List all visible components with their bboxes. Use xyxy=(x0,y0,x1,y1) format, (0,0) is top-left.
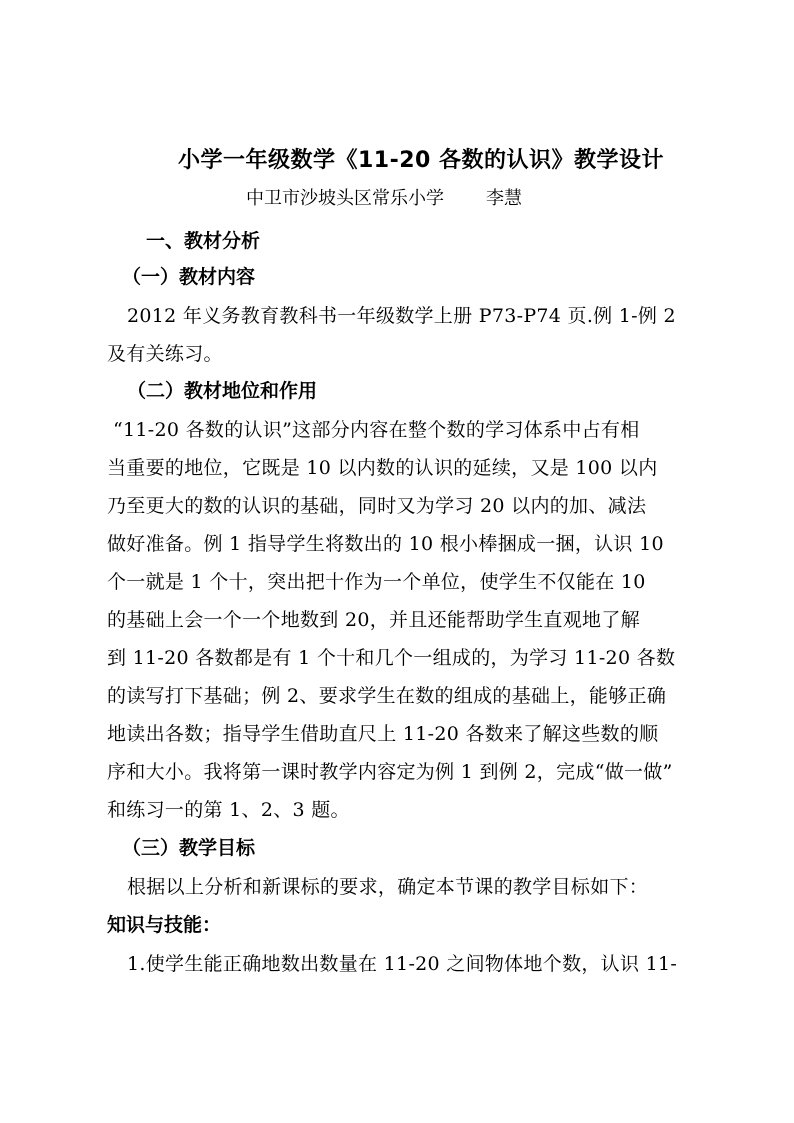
paragraph-line: 2012 年义务教育教科书一年级数学上册 P73-P74 页.例 1-例 2 xyxy=(127,305,676,327)
paragraph-line: 乃至更大的数的认识的基础，同时又为学习 20 以内的加、减法 xyxy=(107,495,647,517)
subsection-heading-goals: （三）教学目标 xyxy=(122,837,256,859)
paragraph-line: 到 11-20 各数都是有 1 个十和几个一组成的，为学习 11-20 各数 xyxy=(107,647,676,669)
paragraph-line: 做好准备。例 1 指导学生将数出的 10 根小棒捆成一捆，认识 10 xyxy=(107,533,664,555)
paragraph-line: 的读写打下基础；例 2、要求学生在数的组成的基础上，能够正确 xyxy=(107,685,667,707)
knowledge-skills-heading: 知识与技能： xyxy=(107,914,222,936)
document-title: 小学一年级数学《11-20 各数的认识》教学设计 xyxy=(178,148,665,173)
subsection-heading-content: （一）教材内容 xyxy=(122,266,256,288)
subsection-heading-role: （二）教材地位和作用 xyxy=(127,380,318,402)
paragraph-line: 当重要的地位，它既是 10 以内数的认识的延续，又是 100 以内 xyxy=(107,457,658,479)
paragraph-line: 地读出各数；指导学生借助直尺上 11-20 各数来了解这些数的顺 xyxy=(107,723,659,745)
paragraph-line: 根据以上分析和新课标的要求，确定本节课的教学目标如下： xyxy=(127,876,649,898)
paragraph-line: 1.使学生能正确地数出数量在 11-20 之间物体地个数，认识 11- xyxy=(127,953,678,975)
paragraph-line: 个一就是 1 个十，突出把十作为一个单位，使学生不仅能在 10 xyxy=(107,571,646,593)
author-school: 中卫市沙坡头区常乐小学 xyxy=(246,188,444,209)
author-line xyxy=(246,184,522,210)
author-name: 李慧 xyxy=(486,188,522,209)
section-heading-textbook-analysis: 一、教材分析 xyxy=(146,230,261,252)
paragraph-line: 的基础上会一个一个地数到 20，并且还能帮助学生直观地了解 xyxy=(107,609,640,631)
paragraph-line: 序和大小。我将第一课时教学内容定为例 1 到例 2，完成“做一做” xyxy=(107,761,673,783)
paragraph-line: “11-20 各数的认识”这部分内容在整个数的学习体系中占有相 xyxy=(113,419,640,441)
paragraph-line: 和练习一的第 1、2、3 题。 xyxy=(107,799,350,821)
paragraph-line: 及有关练习。 xyxy=(107,343,223,365)
